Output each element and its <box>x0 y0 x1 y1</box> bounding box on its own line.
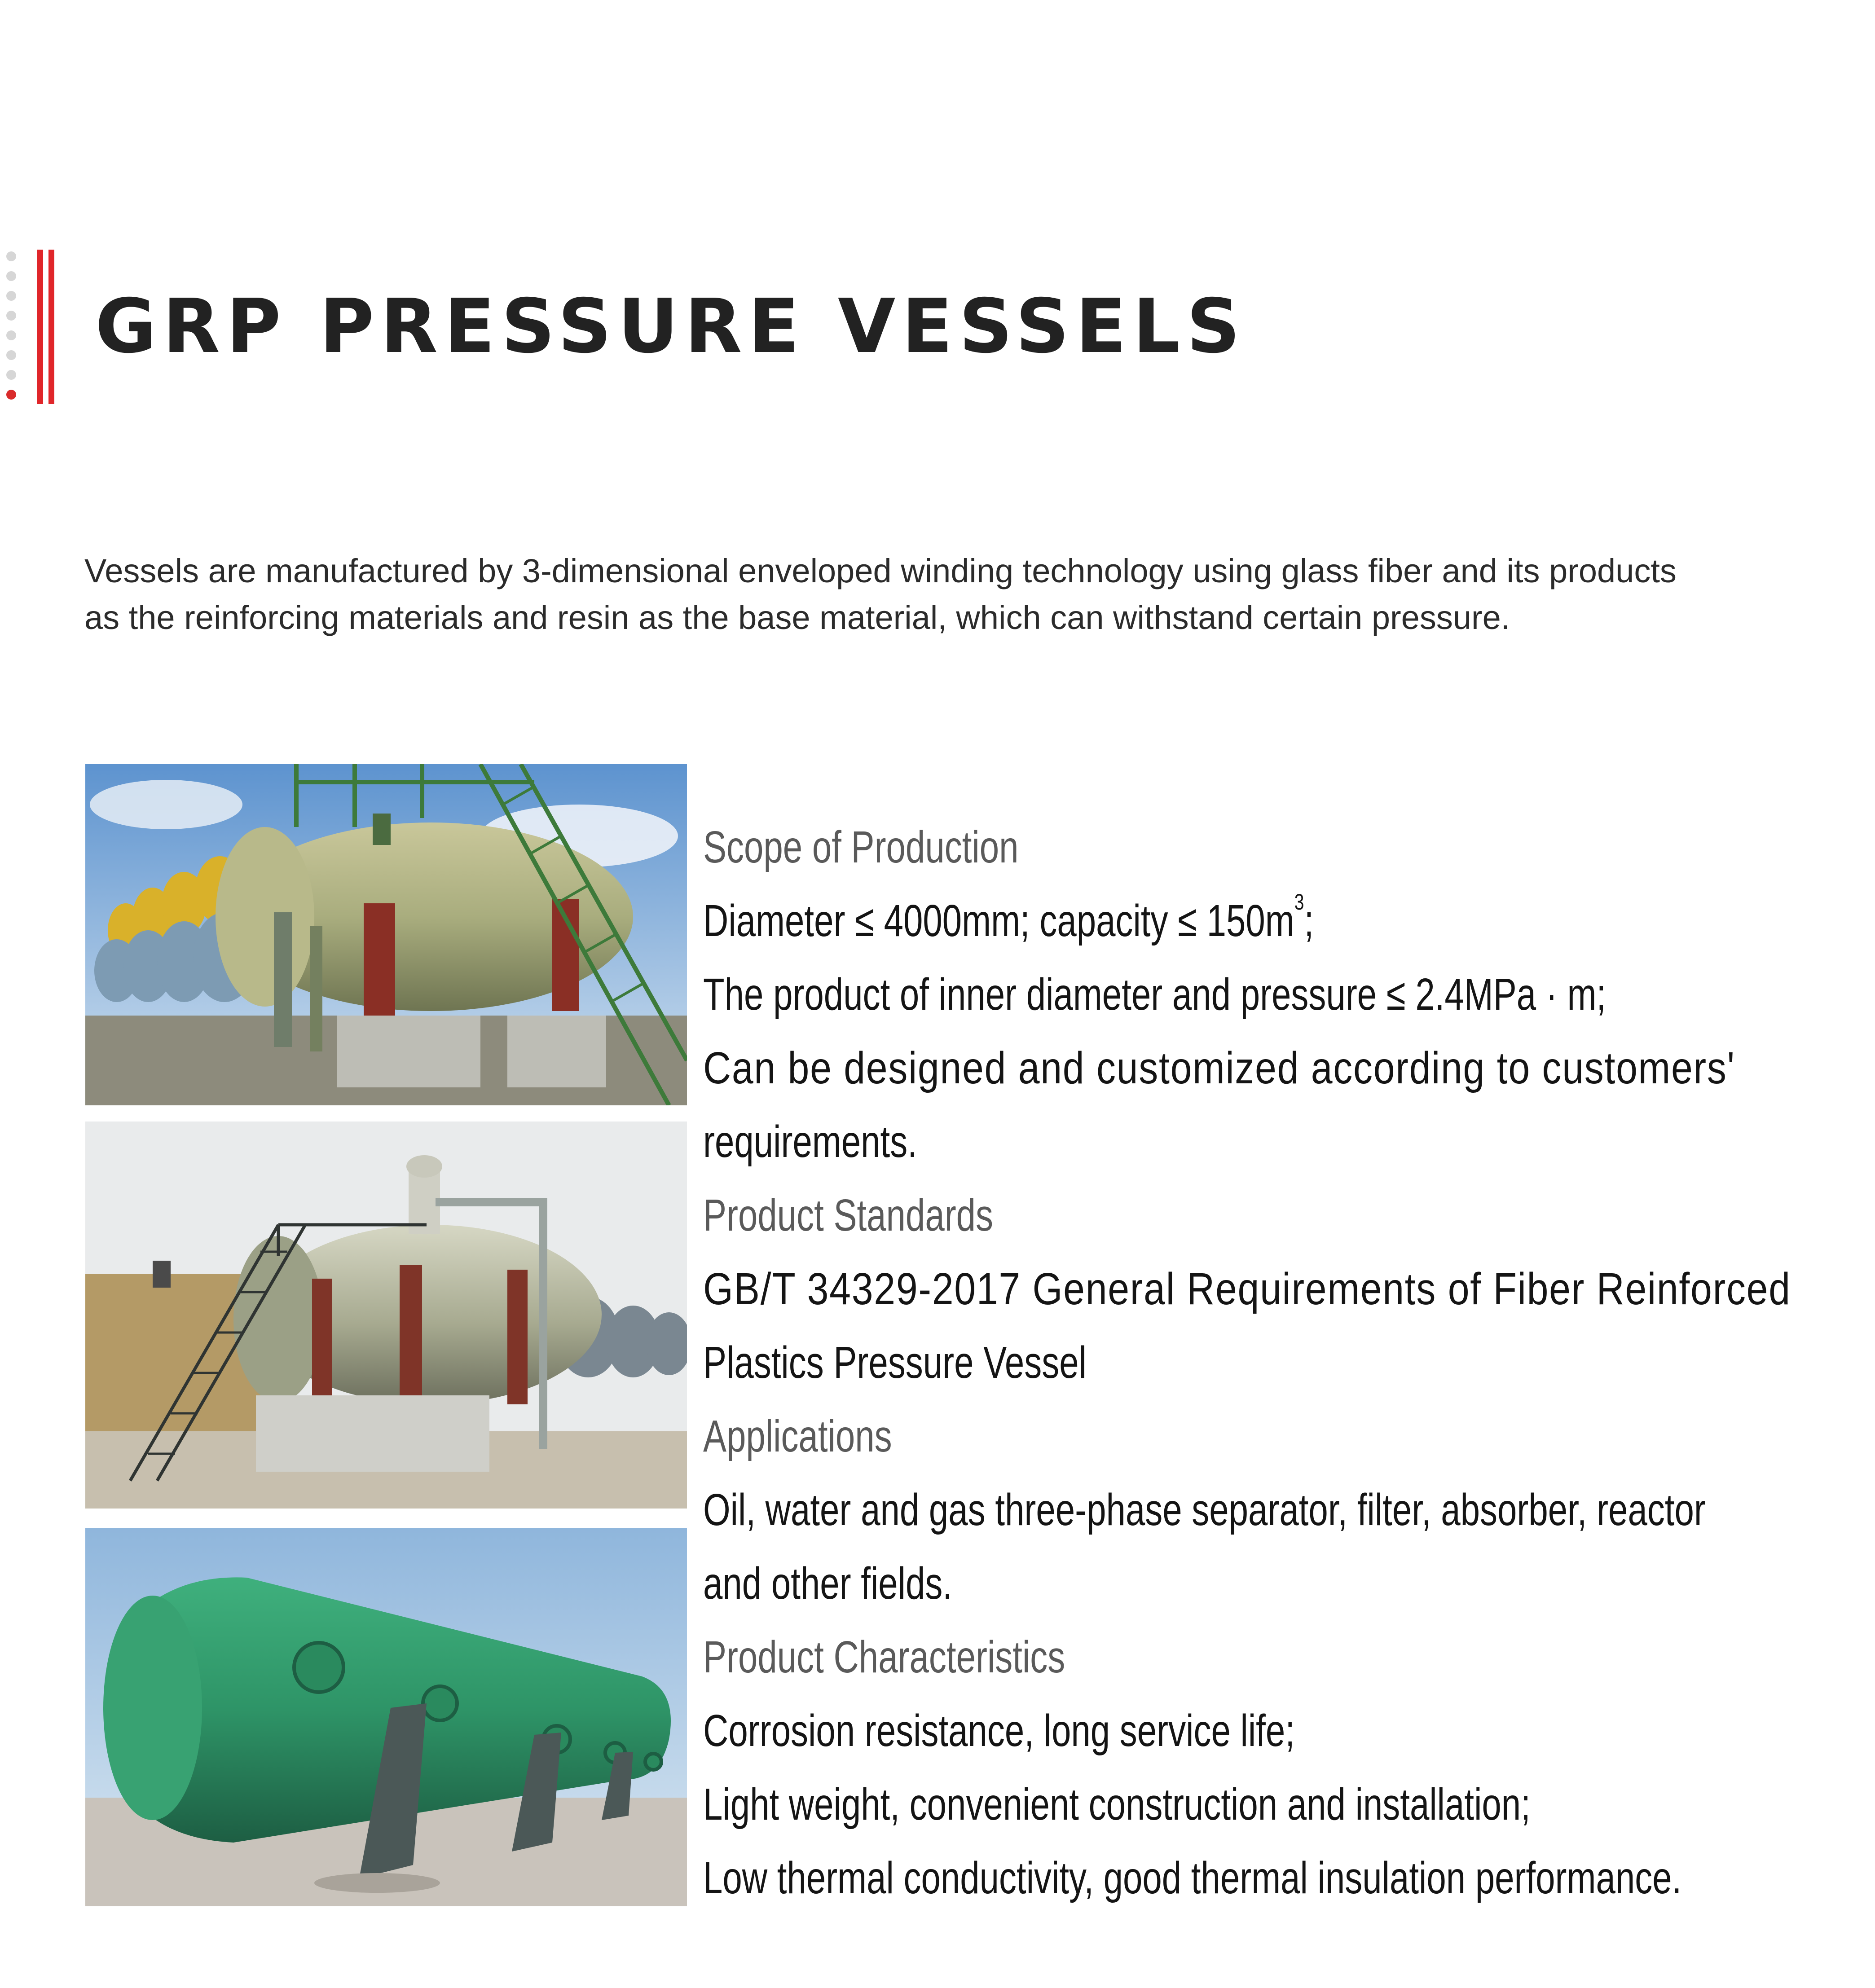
scope-diameter-sup: 3 <box>1294 889 1304 915</box>
scope-diameter-suffix: ; <box>1304 896 1314 946</box>
intro-line-2: as the reinforcing materials and resin as the base material, which can withstand certain pressure. <box>84 599 1510 636</box>
decorative-dots <box>6 251 20 409</box>
standards-heading: Product Standards <box>703 1190 994 1240</box>
intro-paragraph <box>84 548 1746 641</box>
characteristics-item: Low thermal conductivity, good thermal insulation performance. <box>703 1853 1682 1903</box>
scope-heading: Scope of Production <box>703 822 1019 872</box>
photo-vessel-plant <box>85 764 687 1105</box>
scope-diameter-text: Diameter ≤ 4000mm; capacity ≤ 150m <box>703 896 1294 946</box>
characteristics-heading: Product Characteristics <box>703 1632 1065 1682</box>
accent-bar-right <box>48 250 54 404</box>
scope-product: The product of inner diameter and pressure ≤ 2.4MPa · m; <box>703 969 1607 1020</box>
scope-diameter <box>703 884 1509 958</box>
standards-line-1: GB/T 34329-2017 General Requirements of Fiber Reinforced <box>703 1264 1791 1314</box>
applications-heading: Applications <box>703 1411 892 1461</box>
photo-green-vessel <box>85 1528 687 1906</box>
standards-line-2: Plastics Pressure Vessel <box>703 1337 1087 1388</box>
intro-line-1: Vessels are manufactured by 3-dimensional enveloped winding technology using glass fiber and its products <box>84 552 1677 589</box>
spec-column <box>703 810 1791 1915</box>
characteristics-item: Light weight, convenient construction and installation; <box>703 1779 1531 1830</box>
applications-line-2: and other fields. <box>703 1558 953 1609</box>
characteristics-item: Corrosion resistance, long service life; <box>703 1706 1295 1756</box>
scope-custom-1: Can be designed and customized according to customers' <box>703 1043 1735 1093</box>
photo-vessel-yard <box>85 1122 687 1509</box>
scope-custom-2: requirements. <box>703 1117 917 1167</box>
page-title: GRP PRESSURE VESSELS <box>95 283 1247 370</box>
accent-bar-left <box>37 250 43 404</box>
applications-line-1: Oil, water and gas three-phase separator, filter, absorber, reactor <box>703 1485 1706 1535</box>
